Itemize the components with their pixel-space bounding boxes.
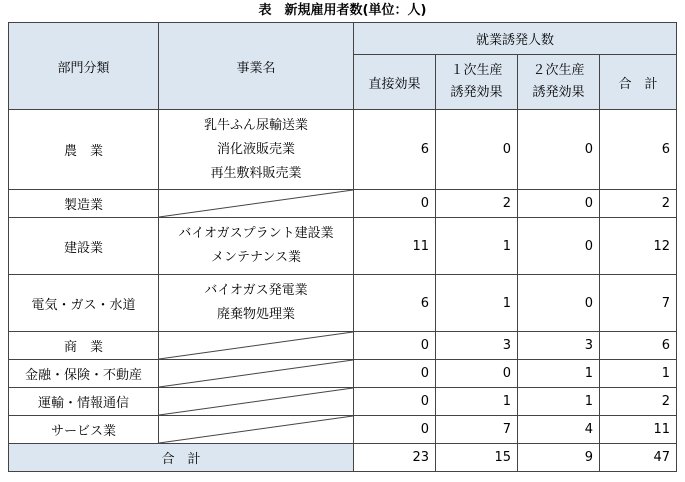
business-name: 乳牛ふん尿輸送業 [203,117,308,133]
business-name: 廃棄物処理業 [216,307,295,322]
total-cell: 7 [600,275,677,332]
direct-cell: 6 [354,110,436,190]
total-cell: 1 [600,360,677,388]
empty-slash-cell [159,360,354,388]
total-primary-cell: 15 [436,444,518,472]
header-secondary-line1: ２次生産 [532,63,585,78]
dept-cell: 運輸・情報通信 [9,388,159,416]
secondary-cell: 0 [518,218,600,275]
primary-cell: 2 [436,190,518,218]
primary-cell: 1 [436,275,518,332]
table-row [9,218,677,275]
total-cell: 11 [600,416,677,444]
totals-row [9,444,677,472]
direct-cell: 0 [354,416,436,444]
dept-cell: サービス業 [9,416,159,444]
total-cell: 12 [600,218,677,275]
dept-cell: 商 業 [9,332,159,360]
table-row [9,110,677,190]
dept-cell: 農 業 [9,110,159,190]
direct-cell: 11 [354,218,436,275]
header-business: 事業名 [159,23,354,110]
primary-cell: 0 [436,360,518,388]
primary-cell: 3 [436,332,518,360]
business-name: バイオガスプラント建設業 [178,226,334,241]
secondary-cell: 4 [518,416,600,444]
header-primary-line1: １次生産 [450,63,503,78]
secondary-cell: 1 [518,360,600,388]
business-name: バイオガス発電業 [204,283,308,298]
totals-label: 合 計 [9,444,354,472]
empty-slash-cell [159,190,354,218]
dept-cell: 製造業 [9,190,159,218]
total-cell: 2 [600,190,677,218]
business-name: 消化液販売業 [216,141,295,157]
total-cell: 2 [600,388,677,416]
secondary-cell: 0 [518,110,600,190]
empty-slash-cell [159,332,354,360]
secondary-cell: 0 [518,275,600,332]
primary-cell: 1 [436,388,518,416]
dept-cell: 建設業 [9,218,159,275]
primary-cell: 1 [436,218,518,275]
header-employment-induced: 就業誘発人数 [354,23,677,55]
header-secondary-line2: 誘発効果 [532,85,585,100]
total-direct-cell: 23 [354,444,436,472]
header-direct-effect: 直接効果 [354,55,436,110]
secondary-cell: 3 [518,332,600,360]
header-secondary-effect [518,55,600,110]
direct-cell: 6 [354,275,436,332]
business-name: 再生敷料販売業 [210,165,302,181]
secondary-cell: 0 [518,190,600,218]
table-row [9,332,677,360]
table-row [9,416,677,444]
header-department: 部門分類 [9,23,159,110]
dept-cell: 金融・保険・不動産 [9,360,159,388]
header-primary-line2: 誘発効果 [450,85,503,100]
direct-cell: 0 [354,360,436,388]
total-cell: 6 [600,332,677,360]
total-secondary-cell: 9 [518,444,600,472]
table-title: 表 新規雇用者数(単位：人) [258,3,427,18]
table-row [9,275,677,332]
business-name: メンテナンス業 [211,250,301,265]
empty-slash-cell [159,388,354,416]
table-row [9,190,677,218]
employment-table [8,22,677,472]
primary-cell: 7 [436,416,518,444]
dept-cell: 電気・ガス・水道 [9,275,159,332]
business-cell [159,218,354,275]
total-cell: 6 [600,110,677,190]
direct-cell: 0 [354,332,436,360]
business-cell [159,275,354,332]
secondary-cell: 1 [518,388,600,416]
primary-cell: 0 [436,110,518,190]
table-row [9,388,677,416]
business-cell [159,110,354,190]
empty-slash-cell [159,416,354,444]
direct-cell: 0 [354,190,436,218]
header-primary-effect [436,55,518,110]
header-total: 合 計 [600,55,677,110]
grand-total-cell: 47 [600,444,677,472]
table-row [9,360,677,388]
direct-cell: 0 [354,388,436,416]
